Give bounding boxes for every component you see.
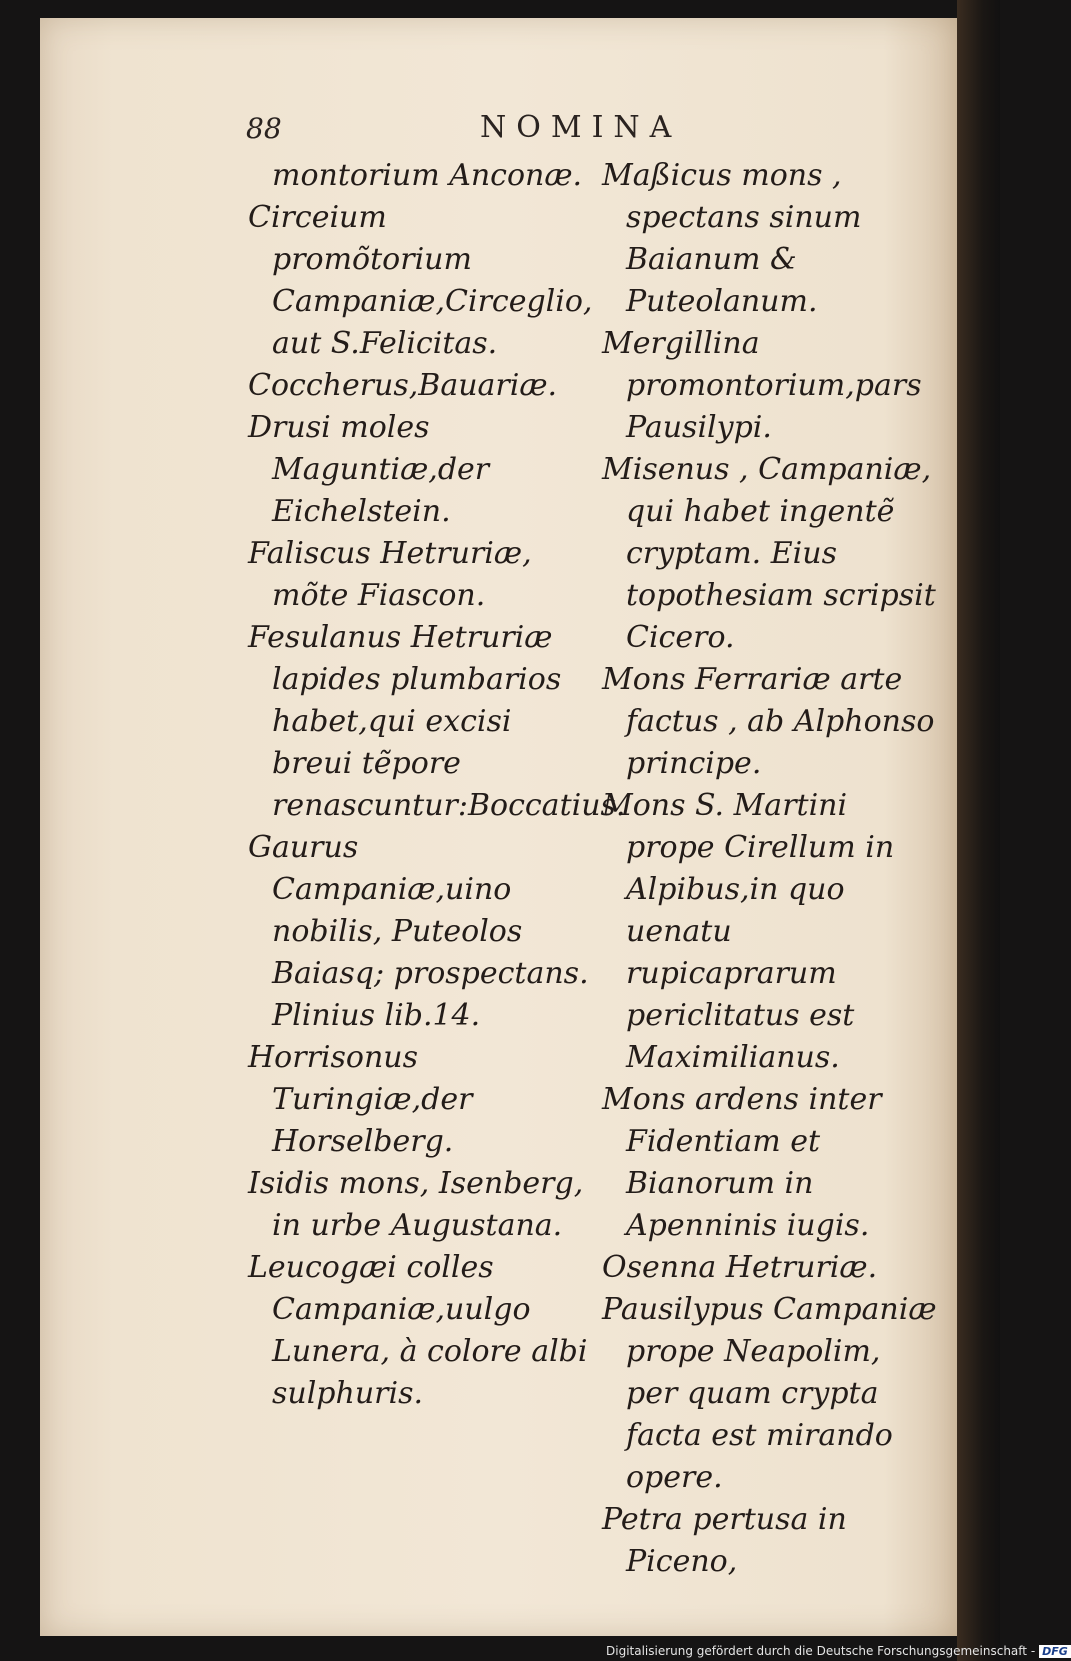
index-entry: Coccherus,Bauariæ.: [248, 368, 558, 403]
credit-text: Digitalisierung gefördert durch die Deutsche Forschungsgemeinschaft -: [606, 1644, 1036, 1658]
index-entry: Mons Ferrariæ arte factus , ab Alphonso principe.: [602, 662, 935, 781]
index-entry: Gaurus Campaniæ,uino nobilis, Puteolos Baiasq; prospectans. Plinius lib.14.: [248, 830, 589, 1033]
dfg-logo: DFG: [1039, 1645, 1071, 1658]
index-entry: Mons S. Martini prope Cirellum in Alpibus,in quo uenatu rupicaprarum periclitatus est Maximilianus.: [602, 788, 895, 1075]
index-entry: Leucogæi colles Campaniæ,uulgo Lunera, à colore albi sulphuris.: [248, 1250, 588, 1411]
left-column: [248, 155, 626, 1415]
digitization-credit: [606, 1644, 1071, 1658]
index-entry: Petra pertusa in Piceno,: [602, 1502, 847, 1579]
page-number: 88: [246, 112, 282, 145]
running-head: NOMINA: [480, 110, 682, 145]
index-entry: Isidis mons, Isenberg, in urbe Augustana.: [248, 1166, 584, 1243]
page-header: [0, 106, 1000, 150]
book-gutter: [957, 0, 1000, 1661]
right-column: [602, 155, 937, 1583]
index-entry: Drusi moles Maguntiæ,der Eichelstein.: [248, 410, 490, 529]
index-entry: Pausilypus Campaniæ prope Neapolim, per quam crypta facta est mirando opere.: [602, 1292, 937, 1495]
index-entry: Circeium promõtorium Campaniæ,Circeglio, aut S.Felicitas.: [248, 200, 593, 361]
index-entry: Misenus , Campaniæ, qui habet ingentẽ cryptam. Eius topothesiam scripsit Cicero.: [602, 452, 936, 655]
index-entry: Mons ardens inter Fidentiam et Bianorum in Apenninis iugis.: [602, 1082, 882, 1243]
index-entry: Fesulanus Hetruriæ lapides plumbarios habet,qui excisi breui tẽpore renascuntur:Boccatius.: [248, 620, 626, 823]
index-entry: Mergillina promontorium,pars Pausilypi.: [602, 326, 922, 445]
index-entry: Maßicus mons , spectans sinum Baianum & Puteolanum.: [602, 158, 862, 319]
index-entry: Faliscus Hetruriæ, mõte Fiascon.: [248, 536, 532, 613]
index-entry: Osenna Hetruriæ.: [602, 1250, 878, 1285]
index-entry: Horrisonus Turingiæ,der Horselberg.: [248, 1040, 473, 1159]
index-entry: montorium Anconæ.: [272, 158, 583, 193]
